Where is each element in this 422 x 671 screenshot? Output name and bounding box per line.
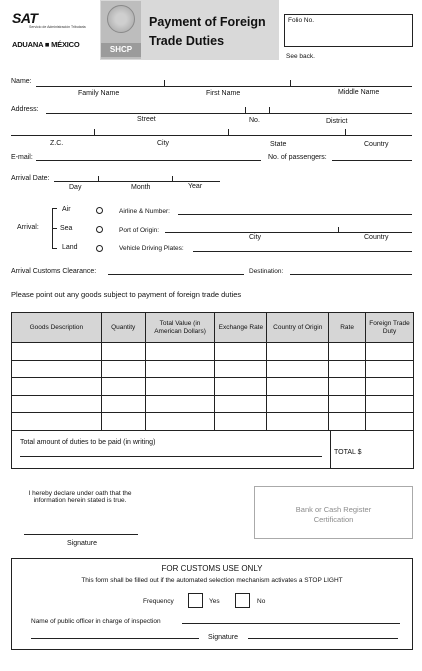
table-cell[interactable]	[267, 413, 329, 431]
title-line-1: Payment of Foreign	[149, 15, 266, 29]
officer-field[interactable]	[182, 623, 400, 624]
country-caption: Country	[364, 141, 389, 148]
table-row	[12, 360, 414, 378]
no-caption: No.	[249, 117, 260, 124]
header-quantity: Quantity	[101, 313, 145, 343]
goods-table-header	[12, 313, 414, 343]
table-cell[interactable]	[145, 413, 215, 431]
table-cell[interactable]	[329, 395, 366, 413]
header-foreign-trade-duty: Foreign Trade Duty	[366, 313, 414, 343]
frequency-label: Frequency	[143, 598, 174, 605]
customs-title: FOR CUSTOMS USE ONLY	[161, 564, 263, 573]
address-label: Address:	[11, 106, 39, 113]
frequency-yes-label: Yes	[209, 598, 220, 605]
header-goods-description: Goods Description	[12, 313, 102, 343]
declaration-line-1: I hereby declare under oath that the	[28, 490, 132, 497]
table-cell[interactable]	[366, 413, 414, 431]
mode-sea-radio[interactable]	[96, 226, 103, 233]
table-cell[interactable]	[101, 413, 145, 431]
state-caption: State	[270, 141, 287, 148]
frequency-no-label: No	[257, 598, 266, 605]
table-cell[interactable]	[215, 395, 267, 413]
bracket-tick-2	[52, 228, 57, 229]
customs-signature-line-left[interactable]	[31, 638, 199, 639]
instructions-text: Please point out any goods subject to payment of foreign trade duties	[11, 290, 242, 299]
customs-signature-line-right[interactable]	[248, 638, 398, 639]
date-divider-2	[172, 176, 173, 181]
table-cell[interactable]	[145, 395, 215, 413]
table-cell[interactable]	[366, 360, 414, 378]
table-cell[interactable]	[101, 378, 145, 396]
table-cell[interactable]	[12, 395, 102, 413]
table-cell[interactable]	[12, 343, 102, 361]
passengers-field[interactable]	[332, 160, 412, 161]
arrival-label: Arrival:	[17, 224, 39, 231]
officer-label: Name of public officer in charge of inspection	[31, 618, 161, 625]
header-rate: Rate	[329, 313, 366, 343]
mode-land-label: Land	[62, 244, 78, 251]
port-field[interactable]	[165, 232, 412, 233]
shcp-block	[101, 1, 141, 59]
port-country-caption: Country	[364, 234, 389, 241]
day-caption: Day	[69, 184, 82, 191]
table-cell[interactable]	[145, 378, 215, 396]
table-cell[interactable]	[12, 378, 102, 396]
mode-air-radio[interactable]	[96, 207, 103, 214]
mode-air-label: Air	[62, 206, 71, 213]
total-duties-field[interactable]	[20, 456, 322, 457]
table-cell[interactable]	[12, 413, 102, 431]
vehicle-label: Vehicle Driving Plates:	[119, 245, 184, 252]
clearance-label: Arrival Customs Clearance:	[11, 268, 97, 275]
declaration-signature-field[interactable]	[24, 534, 138, 535]
table-cell[interactable]	[267, 378, 329, 396]
table-cell[interactable]	[267, 343, 329, 361]
city-caption: City	[157, 140, 170, 147]
total-dollar-label: TOTAL $	[334, 449, 362, 456]
goods-table	[11, 312, 414, 431]
shcp-label: SHCP	[101, 43, 141, 57]
frequency-no-checkbox[interactable]	[235, 593, 250, 608]
total-duties-label: Total amount of duties to be paid (in writing)	[20, 439, 156, 446]
total-divider	[330, 430, 331, 469]
sat-logo-text: SAT	[12, 10, 38, 26]
frequency-yes-checkbox[interactable]	[188, 593, 203, 608]
first-name-caption: First Name	[206, 90, 241, 97]
airline-field[interactable]	[178, 214, 412, 215]
customs-signature-caption: Signature	[208, 634, 238, 641]
email-field[interactable]	[36, 160, 261, 161]
passengers-label: No. of passengers:	[268, 154, 327, 161]
bank-certification-box	[254, 486, 413, 539]
district-caption: District	[326, 118, 348, 125]
email-label: E-mail:	[11, 154, 33, 161]
bracket-tick-1	[52, 208, 57, 209]
table-cell[interactable]	[366, 395, 414, 413]
address-street-field[interactable]	[46, 113, 412, 114]
table-cell[interactable]	[329, 413, 366, 431]
table-cell[interactable]	[329, 378, 366, 396]
table-cell[interactable]	[145, 343, 215, 361]
street-caption: Street	[137, 116, 156, 123]
bracket-tick-3	[52, 248, 57, 249]
sat-subtitle: Servicio de Administración Tributaria	[29, 25, 86, 29]
table-cell[interactable]	[215, 360, 267, 378]
destination-label: Destination:	[249, 268, 284, 275]
address-divider-2	[269, 107, 270, 113]
total-duties-box	[11, 430, 414, 469]
vehicle-field[interactable]	[193, 251, 412, 252]
table-cell[interactable]	[267, 360, 329, 378]
month-caption: Month	[131, 184, 151, 191]
table-row	[12, 378, 414, 396]
folio-field[interactable]	[284, 14, 413, 47]
table-cell[interactable]	[101, 395, 145, 413]
table-cell[interactable]	[329, 343, 366, 361]
clearance-field[interactable]	[108, 274, 244, 275]
header-country-origin: Country of Origin	[267, 313, 329, 343]
see-back-note: See back.	[286, 53, 315, 60]
table-cell[interactable]	[215, 378, 267, 396]
header-total-value: Total Value (in American Dollars)	[145, 313, 215, 343]
folio-label: Folio No.	[288, 17, 315, 24]
page-title	[149, 13, 266, 51]
date-divider-1	[98, 176, 99, 181]
aduana-logo: ADUANA ■ MÉXICO	[12, 40, 80, 49]
arrival-date-field[interactable]	[54, 181, 220, 182]
table-cell[interactable]	[366, 343, 414, 361]
bank-line-2: Certification	[313, 515, 354, 524]
customs-note: This form shall be filled out if the automated selection mechanism activates a STOP LIGHT	[81, 577, 343, 584]
name-field[interactable]	[36, 86, 412, 87]
national-seal-icon	[107, 5, 135, 33]
bank-line-1: Bank or Cash Register	[295, 505, 372, 514]
mode-land-radio[interactable]	[96, 245, 103, 252]
arrival-date-label: Arrival Date:	[11, 175, 50, 182]
declaration-signature-caption: Signature	[67, 540, 97, 547]
airline-label: Airline & Number:	[119, 208, 170, 215]
header-exchange-rate: Exchange Rate	[215, 313, 267, 343]
table-cell[interactable]	[215, 413, 267, 431]
table-cell[interactable]	[12, 360, 102, 378]
destination-field[interactable]	[290, 274, 412, 275]
declaration-line-2: information herein stated is true.	[33, 497, 127, 504]
table-cell[interactable]	[145, 360, 215, 378]
port-divider	[338, 227, 339, 232]
table-cell[interactable]	[329, 360, 366, 378]
address-divider-5	[345, 129, 346, 135]
name-label: Name:	[11, 78, 32, 85]
table-row	[12, 395, 414, 413]
address-city-field[interactable]	[11, 135, 412, 136]
address-divider-4	[228, 129, 229, 135]
table-cell[interactable]	[215, 343, 267, 361]
title-line-2: Trade Duties	[149, 34, 225, 48]
table-cell[interactable]	[101, 343, 145, 361]
address-divider-1	[245, 107, 246, 113]
table-cell[interactable]	[366, 378, 414, 396]
address-divider-3	[94, 129, 95, 135]
table-row	[12, 413, 414, 431]
table-cell[interactable]	[267, 395, 329, 413]
table-cell[interactable]	[101, 360, 145, 378]
port-city-caption: City	[249, 234, 262, 241]
middle-name-caption: Middle Name	[338, 89, 380, 96]
zc-caption: Z.C.	[50, 140, 64, 147]
name-divider-2	[290, 80, 291, 86]
port-label: Port of Origin:	[119, 227, 160, 234]
family-name-caption: Family Name	[78, 90, 120, 97]
mode-sea-label: Sea	[60, 225, 73, 232]
year-caption: Year	[188, 183, 203, 190]
declaration-text	[20, 490, 140, 504]
name-divider-1	[164, 80, 165, 86]
table-row	[12, 343, 414, 361]
customs-use-box	[11, 558, 413, 650]
